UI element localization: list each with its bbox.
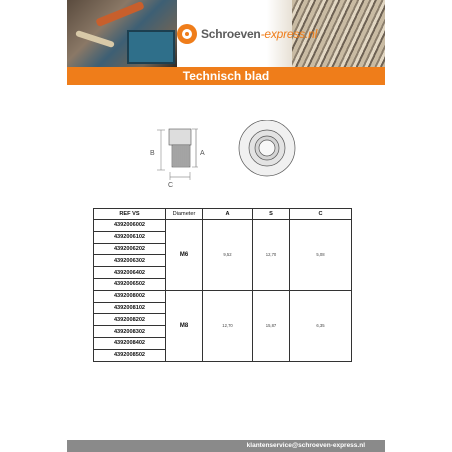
table-row — [94, 220, 352, 232]
value-a-cell: 12,70 — [203, 290, 253, 361]
ref-cell: 4392008102 — [94, 302, 166, 314]
side-view-drawing — [157, 129, 198, 180]
footer-bar — [67, 440, 385, 452]
value-a-cell: 9,52 — [203, 220, 253, 291]
column-header-s: S — [253, 209, 290, 220]
column-header-c: C — [290, 209, 352, 220]
ref-cell: 4392008002 — [94, 290, 166, 302]
diameter-cell: M6 — [166, 220, 203, 291]
ref-cell: 4392008502 — [94, 349, 166, 361]
top-view-drawing — [239, 120, 295, 176]
ref-cell: 4392008302 — [94, 326, 166, 338]
document-page — [67, 0, 385, 452]
dimension-label-b: B — [150, 150, 155, 157]
tools-photo — [67, 0, 177, 67]
ref-cell: 4392006402 — [94, 267, 166, 279]
value-s-cell: 15,87 — [253, 290, 290, 361]
spec-table — [93, 208, 352, 362]
logo-text: Schroeven-express.nl — [201, 27, 318, 41]
column-header-a: A — [203, 209, 253, 220]
table-header-row — [94, 209, 352, 220]
dimension-label-c: C — [168, 182, 174, 189]
column-header-ref: REF VS — [94, 209, 166, 220]
ref-cell: 4392006002 — [94, 220, 166, 232]
value-c-cell: 6,35 — [290, 290, 352, 361]
brand-logo — [177, 24, 317, 44]
ref-cell: 4392006302 — [94, 255, 166, 267]
dimension-label-a: A — [200, 150, 205, 157]
ref-cell: 4392006502 — [94, 278, 166, 290]
technical-drawing — [67, 120, 385, 200]
diameter-cell: M8 — [166, 290, 203, 361]
logo-icon — [177, 24, 197, 44]
value-s-cell: 12,70 — [253, 220, 290, 291]
title-banner — [67, 67, 385, 85]
table-row — [94, 290, 352, 302]
ref-cell: 4392008202 — [94, 314, 166, 326]
ref-cell: 4392006102 — [94, 231, 166, 243]
column-header-diameter: Diameter — [166, 209, 203, 220]
footer-email-link[interactable]: klantenservice@schroeven-express.nl — [246, 442, 365, 449]
value-c-cell: 5,08 — [290, 220, 352, 291]
ref-cell: 4392008402 — [94, 337, 166, 349]
page-title: Technisch blad — [182, 69, 270, 83]
ref-cell: 4392006202 — [94, 243, 166, 255]
header-banner-image — [67, 0, 385, 67]
